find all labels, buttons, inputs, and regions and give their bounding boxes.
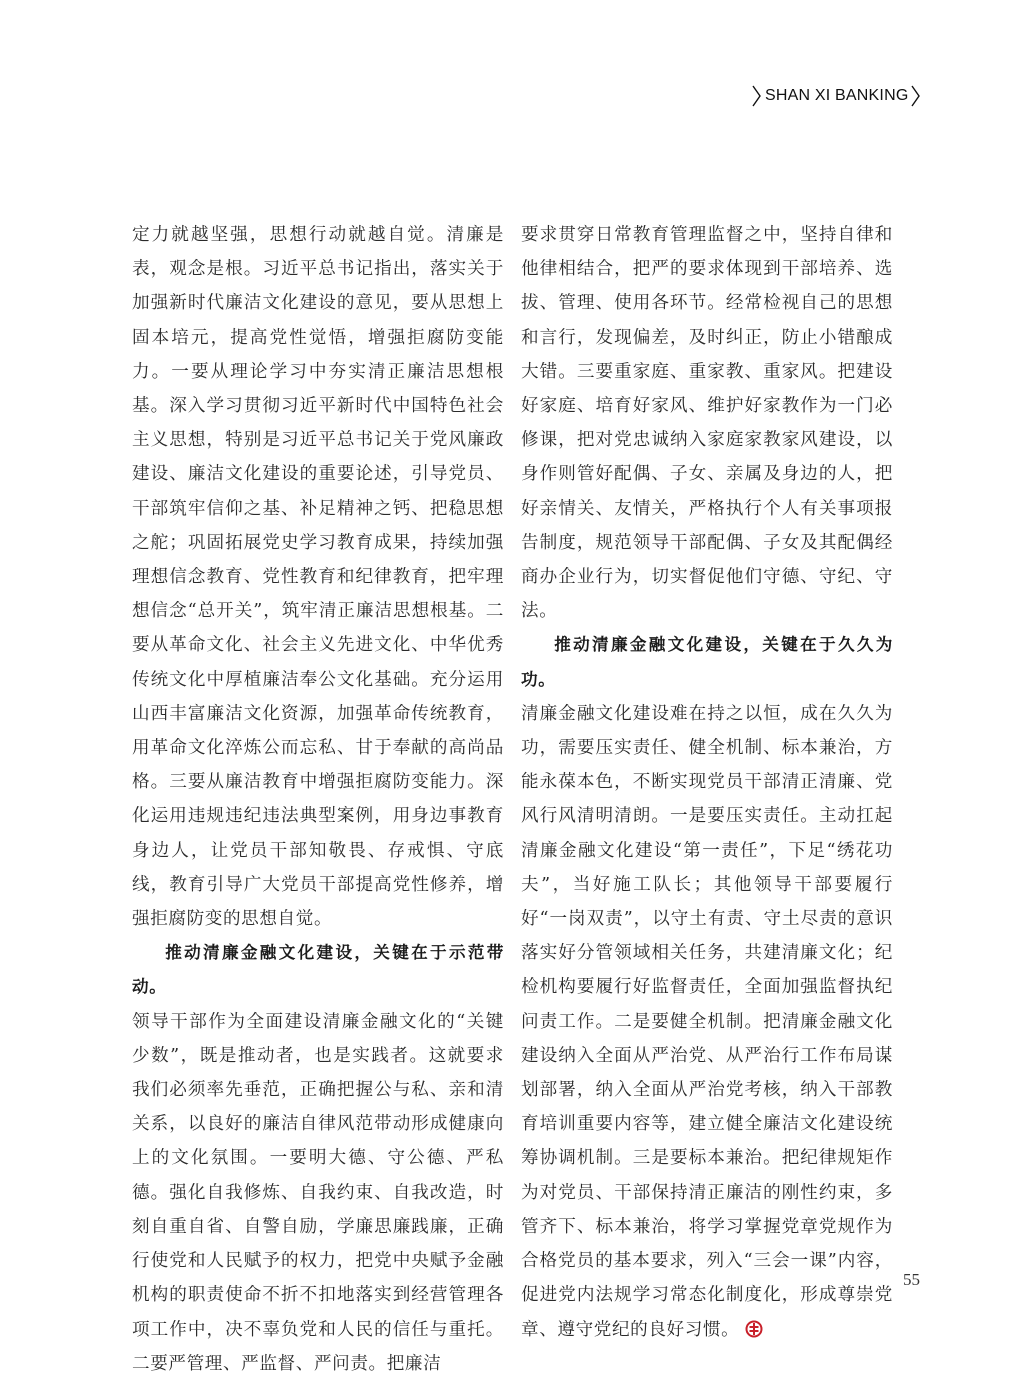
paragraph: 要求贯穿日常教育管理监督之中，坚持自律和他律相结合，把严的要求体现到干部培养、选拔、管理、使用各环节。经常检视自己的思想和言行，发现偏差，及时纠正，防止小错酿成大错。三要重家庭、重家教、重家风。把建设好家庭、培育好家风、维护好家教作为一门必修课，把对党忠诚纳入家庭家教家风建设，以身作则管好配偶、子女、亲属及身边的人，把好亲情关、友情关，严格执行个人有关事项报告制度，规范领导干部配偶、子女及其配偶经商办企业行为，切实督促他们守德、守纪、守法。 (521, 225, 893, 622)
page-number: 55 (903, 1270, 920, 1289)
left-column (132, 218, 504, 1381)
paragraph: 领导干部作为全面建设清廉金融文化的“关键少数”，既是推动者，也是实践者。这就要求我们必须率先垂范，正确把握公与私、亲和清关系，以良好的廉洁自律风范带动形成健康向上的文化氛围。一要明大德、守公德、严私德。强化自我修炼、自我约束、自我改造，时刻自重自省、自警自励，学廉思廉践廉，正确行使党和人民赋予的权力，把党中央赋予金融机构的职责使命不折不扣地落实到经营管理各项工作中，决不辜负党和人民的信任与重托。二要严管理、严监督、严问责。把廉洁 (132, 1011, 504, 1374)
left-bracket-icon (752, 85, 762, 107)
section-label: SHAN XI BANKING (765, 87, 909, 104)
magazine-end-mark-icon (745, 1316, 763, 1334)
paragraph (521, 697, 893, 1347)
paragraph-text: 清廉金融文化建设难在持之以恒，成在久久为功，需要压实责任、健全机制、标本兼治，方能永葆本色，不断实现党员干部清正清廉、党风行风清明清朗。一是要压实责任。主动扛起清廉金融文化建设“第一责任”，下足“绣花功夫”，当好施工队长；其他领导干部要履行好“一岗双责”，以守土有责、守土尽责的意识落实好分管领域相关任务，共建清廉文化；纪检机构要履行好监督责任，全面加强监督执纪问责工作。二是要健全机制。把清廉金融文化建设纳入全面从严治党、从严治行工作布局谋划部署，纳入全面从严治党考核，纳入干部教育培训重要内容等，建立健全廉洁文化建设统筹协调机制。三是要标本兼治。把纪律规矩作为对党员、干部保持清正廉洁的刚性约束，多管齐下、标本兼治，将学习掌握党章党规作为合格党员的基本要求，列入“三会一课”内容，促进党内法规学习常态化制度化，形成尊崇党章、遵守党纪的良好习惯。 (521, 703, 893, 1340)
section-heading: 推动清廉金融文化建设，关键在于示范带动。 (132, 943, 504, 997)
section-heading: 推动清廉金融文化建设，关键在于久久为功。 (521, 635, 893, 689)
paragraph: 定力就越坚强，思想行动就越自觉。清廉是表，观念是根。习近平总书记指出，落实关于加强新时代廉洁文化建设的意见，要从思想上固本培元，提高党性觉悟，增强拒腐防变能力。一要从理论学习中夯实清正廉洁思想根基。深入学习贯彻习近平新时代中国特色社会主义思想，特别是习近平总书记关于党风廉政建设、廉洁文化建设的重要论述，引导党员、干部筑牢信仰之基、补足精神之钙、把稳思想之舵；巩固拓展党史学习教育成果，持续加强理想信念教育、党性教育和纪律教育，把牢理想信念“总开关”，筑牢清正廉洁思想根基。二要从革命文化、社会主义先进文化、中华优秀传统文化中厚植廉洁奉公文化基础。充分运用山西丰富廉洁文化资源，加强革命传统教育，用革命文化淬炼公而忘私、甘于奉献的高尚品格。三要从廉洁教育中增强拒腐防变能力。深化运用违规违纪违法典型案例，用身边事教育身边人，让党员干部知敬畏、存戒惧、守底线，教育引导广大党员干部提高党性修养，增强拒腐防变的思想自觉。 (132, 225, 504, 930)
right-bracket-icon (911, 85, 921, 107)
section-header (752, 82, 921, 110)
right-column (521, 218, 893, 1347)
